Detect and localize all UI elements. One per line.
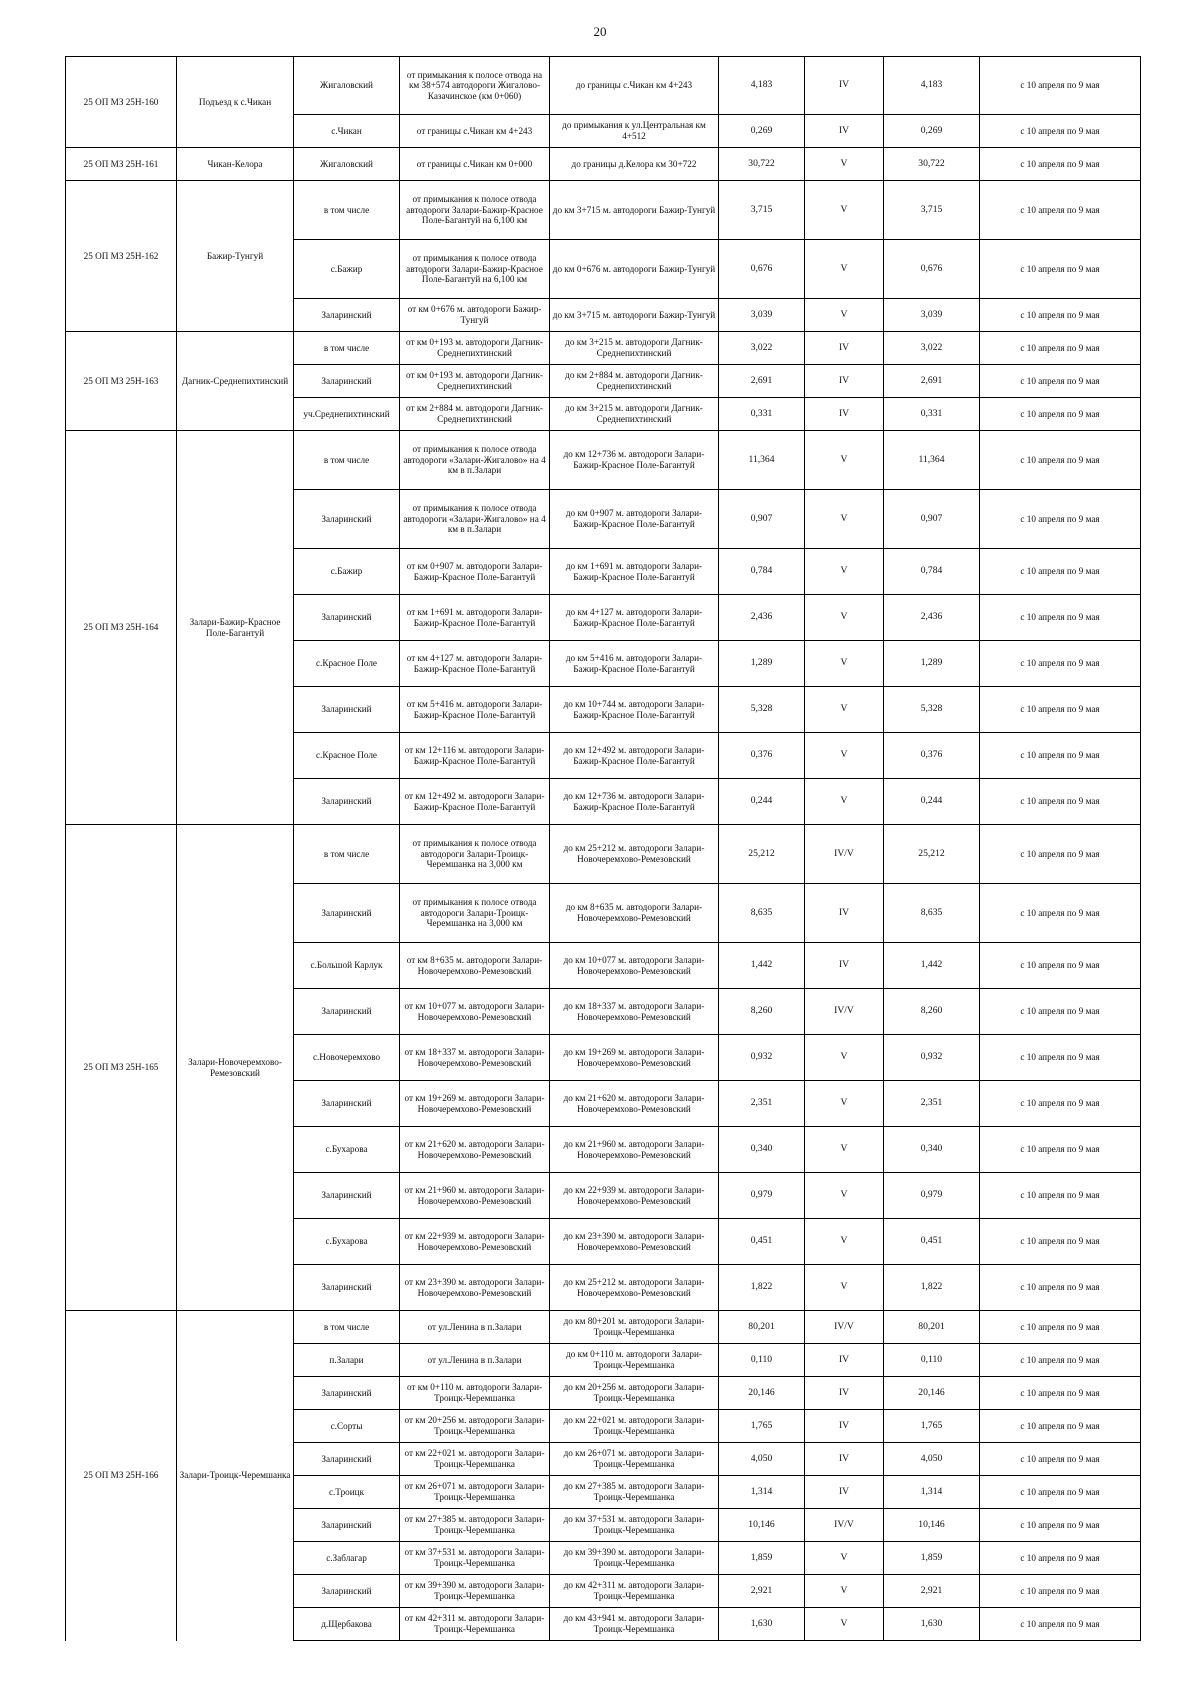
cell-category: IV (805, 1443, 884, 1476)
cell-period: с 10 апреля по 9 мая (980, 779, 1141, 825)
cell-length-total: 0,979 (884, 1173, 980, 1219)
cell-from: от км 42+311 м. автодороги Залари-Троицк-Черемшанка (400, 1608, 550, 1641)
cell-period: с 10 апреля по 9 мая (980, 1443, 1141, 1476)
cell-to: до км 3+715 м. автодороги Бажир-Тунгуй (550, 181, 719, 240)
cell-from: от км 10+077 м. автодороги Залари-Новочеремхово-Ремезовский (400, 989, 550, 1035)
cell-length: 0,331 (719, 398, 805, 431)
cell-district: Заларинский (294, 595, 400, 641)
cell-period: с 10 апреля по 9 мая (980, 240, 1141, 299)
cell-from: от км 0+193 м. автодороги Дагник-Среднепихтинский (400, 365, 550, 398)
cell-length-total: 0,932 (884, 1035, 980, 1081)
cell-to: до примыкания к ул.Центральная км 4+512 (550, 115, 719, 148)
cell-length: 0,932 (719, 1035, 805, 1081)
cell-period: с 10 апреля по 9 мая (980, 595, 1141, 641)
cell-district: с.Красное Поле (294, 733, 400, 779)
cell-length: 0,451 (719, 1219, 805, 1265)
cell-length: 1,289 (719, 641, 805, 687)
cell-from: от ул.Ленина в п.Залари (400, 1344, 550, 1377)
cell-length-total: 5,328 (884, 687, 980, 733)
cell-length: 3,715 (719, 181, 805, 240)
cell-district: Заларинский (294, 1575, 400, 1608)
cell-category: V (805, 779, 884, 825)
cell-to: до границы д.Келора км 30+722 (550, 148, 719, 181)
cell-length-total: 3,715 (884, 181, 980, 240)
cell-from: от км 27+385 м. автодороги Залари-Троицк-Черемшанка (400, 1509, 550, 1542)
cell-category: V (805, 431, 884, 490)
cell-period: с 10 апреля по 9 мая (980, 148, 1141, 181)
cell-to: до км 0+110 м. автодороги Залари-Троицк-Черемшанка (550, 1344, 719, 1377)
cell-period: с 10 апреля по 9 мая (980, 687, 1141, 733)
cell-district: Заларинский (294, 989, 400, 1035)
cell-category: V (805, 1575, 884, 1608)
cell-length-total: 2,921 (884, 1575, 980, 1608)
cell-length-total: 4,183 (884, 57, 980, 115)
cell-district: с.Сорты (294, 1410, 400, 1443)
cell-period: с 10 апреля по 9 мая (980, 943, 1141, 989)
cell-from: от км 0+110 м. автодороги Залари-Троицк-Черемшанка (400, 1377, 550, 1410)
cell-length: 0,340 (719, 1127, 805, 1173)
cell-length-total: 1,859 (884, 1542, 980, 1575)
cell-length: 0,979 (719, 1173, 805, 1219)
cell-period: с 10 апреля по 9 мая (980, 57, 1141, 115)
cell-length: 4,183 (719, 57, 805, 115)
road-id: 25 ОП МЗ 25Н-164 (66, 431, 177, 825)
cell-district: с.Троицк (294, 1476, 400, 1509)
table-row (66, 181, 1141, 240)
cell-length-total: 1,765 (884, 1410, 980, 1443)
cell-category: IV/V (805, 1311, 884, 1344)
cell-district: Заларинский (294, 365, 400, 398)
cell-district: п.Залари (294, 1344, 400, 1377)
cell-length-total: 2,351 (884, 1081, 980, 1127)
cell-length-total: 0,907 (884, 490, 980, 549)
cell-length: 0,907 (719, 490, 805, 549)
cell-to: до км 42+311 м. автодороги Залари-Троицк-Черемшанка (550, 1575, 719, 1608)
cell-district: Заларинский (294, 1265, 400, 1311)
cell-category: V (805, 1127, 884, 1173)
cell-period: с 10 апреля по 9 мая (980, 1173, 1141, 1219)
cell-district: Заларинский (294, 1509, 400, 1542)
cell-length-total: 0,110 (884, 1344, 980, 1377)
cell-length: 0,676 (719, 240, 805, 299)
cell-length-total: 1,289 (884, 641, 980, 687)
cell-district: с.Красное Поле (294, 641, 400, 687)
cell-district: в том числе (294, 181, 400, 240)
cell-from: от км 2+884 м. автодороги Дагник-Среднепихтинский (400, 398, 550, 431)
cell-district: с.Бажир (294, 240, 400, 299)
cell-period: с 10 апреля по 9 мая (980, 1476, 1141, 1509)
cell-to: до км 12+736 м. автодороги Залари-Бажир-Красное Поле-Багантуй (550, 779, 719, 825)
cell-length: 1,859 (719, 1542, 805, 1575)
cell-from: от км 5+416 м. автодороги Залари-Бажир-Красное Поле-Багантуй (400, 687, 550, 733)
cell-category: V (805, 549, 884, 595)
cell-category: V (805, 148, 884, 181)
table-row (66, 148, 1141, 181)
cell-category: IV (805, 1344, 884, 1377)
cell-category: V (805, 1608, 884, 1641)
cell-period: с 10 апреля по 9 мая (980, 431, 1141, 490)
cell-from: от км 12+116 м. автодороги Залари-Бажир-Красное Поле-Багантуй (400, 733, 550, 779)
cell-district: с.Заблагар (294, 1542, 400, 1575)
cell-to: до км 3+215 м. автодороги Дагник-Среднепихтинский (550, 332, 719, 365)
cell-to: до км 3+715 м. автодороги Бажир-Тунгуй (550, 299, 719, 332)
cell-category: V (805, 1173, 884, 1219)
cell-length: 11,364 (719, 431, 805, 490)
cell-period: с 10 апреля по 9 мая (980, 825, 1141, 884)
cell-period: с 10 апреля по 9 мая (980, 1035, 1141, 1081)
cell-period: с 10 апреля по 9 мая (980, 884, 1141, 943)
cell-district: д.Щербакова (294, 1608, 400, 1641)
cell-district: с.Чикан (294, 115, 400, 148)
cell-length: 4,050 (719, 1443, 805, 1476)
cell-period: с 10 апреля по 9 мая (980, 490, 1141, 549)
cell-length: 0,784 (719, 549, 805, 595)
cell-length-total: 0,331 (884, 398, 980, 431)
cell-district: Жигаловский (294, 57, 400, 115)
cell-category: IV/V (805, 1509, 884, 1542)
cell-to: до км 22+021 м. автодороги Залари-Троицк-Черемшанка (550, 1410, 719, 1443)
cell-category: V (805, 641, 884, 687)
cell-to: до км 26+071 м. автодороги Залари-Троицк-Черемшанка (550, 1443, 719, 1476)
cell-period: с 10 апреля по 9 мая (980, 733, 1141, 779)
cell-to: до км 1+691 м. автодороги Залари-Бажир-Красное Поле-Багантуй (550, 549, 719, 595)
cell-period: с 10 апреля по 9 мая (980, 1542, 1141, 1575)
cell-to: до км 27+385 м. автодороги Залари-Троицк-Черемшанка (550, 1476, 719, 1509)
cell-to: до км 12+736 м. автодороги Залари-Бажир-Красное Поле-Багантуй (550, 431, 719, 490)
cell-length: 1,630 (719, 1608, 805, 1641)
cell-from: от примыкания к полосе отвода автодороги Залари-Троицк-Черемшанка на 3,000 км (400, 825, 550, 884)
road-name: Залари-Троицк-Черемшанка (177, 1311, 294, 1641)
road-name: Залари-Бажир-Красное Поле-Багантуй (177, 431, 294, 825)
cell-to: до км 23+390 м. автодороги Залари-Новочеремхово-Ремезовский (550, 1219, 719, 1265)
cell-period: с 10 апреля по 9 мая (980, 1219, 1141, 1265)
cell-to: до км 39+390 м. автодороги Залари-Троицк-Черемшанка (550, 1542, 719, 1575)
table-row (66, 332, 1141, 365)
cell-from: от примыкания к полосе отвода автодороги Залари-Бажир-Красное Поле-Багантуй на 6,100 км (400, 240, 550, 299)
cell-length-total: 2,691 (884, 365, 980, 398)
cell-length-total: 25,212 (884, 825, 980, 884)
cell-from: от км 0+193 м. автодороги Дагник-Среднепихтинский (400, 332, 550, 365)
cell-period: с 10 апреля по 9 мая (980, 115, 1141, 148)
cell-to: до км 18+337 м. автодороги Залари-Новочеремхово-Ремезовский (550, 989, 719, 1035)
cell-length-total: 0,269 (884, 115, 980, 148)
table-row (66, 57, 1141, 115)
cell-length: 80,201 (719, 1311, 805, 1344)
cell-length: 5,328 (719, 687, 805, 733)
cell-from: от км 39+390 м. автодороги Залари-Троицк-Черемшанка (400, 1575, 550, 1608)
road-id: 25 ОП МЗ 25Н-162 (66, 181, 177, 332)
cell-period: с 10 апреля по 9 мая (980, 1608, 1141, 1641)
cell-period: с 10 апреля по 9 мая (980, 365, 1141, 398)
cell-length: 8,635 (719, 884, 805, 943)
cell-to: до км 19+269 м. автодороги Залари-Новочеремхово-Ремезовский (550, 1035, 719, 1081)
cell-length: 1,314 (719, 1476, 805, 1509)
cell-length: 20,146 (719, 1377, 805, 1410)
road-name: Подъезд к с.Чикан (177, 57, 294, 148)
cell-from: от км 26+071 м. автодороги Залари-Троицк-Черемшанка (400, 1476, 550, 1509)
cell-district: уч.Среднепихтинский (294, 398, 400, 431)
cell-to: до км 43+941 м. автодороги Залари-Троицк-Черемшанка (550, 1608, 719, 1641)
cell-length: 10,146 (719, 1509, 805, 1542)
cell-to: до км 21+620 м. автодороги Залари-Новочеремхово-Ремезовский (550, 1081, 719, 1127)
cell-length: 1,442 (719, 943, 805, 989)
cell-period: с 10 апреля по 9 мая (980, 1265, 1141, 1311)
cell-district: с.Бухарова (294, 1127, 400, 1173)
cell-district: в том числе (294, 431, 400, 490)
cell-category: IV (805, 1476, 884, 1509)
cell-category: IV (805, 943, 884, 989)
cell-period: с 10 апреля по 9 мая (980, 181, 1141, 240)
cell-district: с.Новочеремхово (294, 1035, 400, 1081)
cell-length-total: 80,201 (884, 1311, 980, 1344)
cell-length-total: 10,146 (884, 1509, 980, 1542)
cell-to: до км 4+127 м. автодороги Залари-Бажир-Красное Поле-Багантуй (550, 595, 719, 641)
cell-category: IV (805, 1410, 884, 1443)
cell-district: в том числе (294, 1311, 400, 1344)
cell-from: от км 21+620 м. автодороги Залари-Новочеремхово-Ремезовский (400, 1127, 550, 1173)
cell-length-total: 0,784 (884, 549, 980, 595)
cell-length-total: 0,340 (884, 1127, 980, 1173)
cell-from: от границы с.Чикан км 0+000 (400, 148, 550, 181)
cell-district: Заларинский (294, 1173, 400, 1219)
cell-category: V (805, 1542, 884, 1575)
cell-category: IV (805, 398, 884, 431)
cell-from: от км 12+492 м. автодороги Залари-Бажир-Красное Поле-Багантуй (400, 779, 550, 825)
road-name: Чикан-Келора (177, 148, 294, 181)
cell-category: IV (805, 1377, 884, 1410)
cell-length: 25,212 (719, 825, 805, 884)
page-number: 20 (593, 24, 607, 39)
cell-period: с 10 апреля по 9 мая (980, 1344, 1141, 1377)
cell-length-total: 3,022 (884, 332, 980, 365)
cell-length: 0,376 (719, 733, 805, 779)
cell-length: 2,921 (719, 1575, 805, 1608)
cell-district: Заларинский (294, 1081, 400, 1127)
cell-district: Заларинский (294, 1443, 400, 1476)
cell-district: в том числе (294, 825, 400, 884)
cell-from: от примыкания к полосе отвода автодороги «Залари-Жигалово» на 4 км в п.Залари (400, 431, 550, 490)
cell-from: от границы с.Чикан км 4+243 (400, 115, 550, 148)
cell-to: до км 10+744 м. автодороги Залари-Бажир-Красное Поле-Багантуй (550, 687, 719, 733)
table-row (66, 825, 1141, 884)
cell-period: с 10 апреля по 9 мая (980, 332, 1141, 365)
cell-from: от км 37+531 м. автодороги Залари-Троицк-Черемшанка (400, 1542, 550, 1575)
cell-length: 2,691 (719, 365, 805, 398)
cell-from: от примыкания к полосе отвода автодороги Залари-Бажир-Красное Поле-Багантуй на 6,100 км (400, 181, 550, 240)
cell-to: до км 20+256 м. автодороги Залари-Троицк-Черемшанка (550, 1377, 719, 1410)
cell-period: с 10 апреля по 9 мая (980, 398, 1141, 431)
road-id: 25 ОП МЗ 25Н-161 (66, 148, 177, 181)
cell-from: от примыкания к полосе отвода автодороги «Залари-Жигалово» на 4 км в п.Залари (400, 490, 550, 549)
cell-length-total: 8,635 (884, 884, 980, 943)
cell-period: с 10 апреля по 9 мая (980, 1127, 1141, 1173)
cell-from: от ул.Ленина в п.Залари (400, 1311, 550, 1344)
cell-from: от км 0+907 м. автодороги Залари-Бажир-Красное Поле-Багантуй (400, 549, 550, 595)
cell-district: с.Большой Карлук (294, 943, 400, 989)
road-table (65, 56, 1141, 1641)
cell-district: Жигаловский (294, 148, 400, 181)
cell-length: 0,110 (719, 1344, 805, 1377)
cell-from: от км 1+691 м. автодороги Залари-Бажир-Красное Поле-Багантуй (400, 595, 550, 641)
cell-length: 1,765 (719, 1410, 805, 1443)
cell-length-total: 20,146 (884, 1377, 980, 1410)
cell-length-total: 0,451 (884, 1219, 980, 1265)
cell-length-total: 1,822 (884, 1265, 980, 1311)
road-id: 25 ОП МЗ 25Н-160 (66, 57, 177, 148)
cell-district: Заларинский (294, 884, 400, 943)
cell-length-total: 8,260 (884, 989, 980, 1035)
cell-period: с 10 апреля по 9 мая (980, 1311, 1141, 1344)
cell-district: с.Бухарова (294, 1219, 400, 1265)
cell-length: 8,260 (719, 989, 805, 1035)
cell-category: IV (805, 332, 884, 365)
cell-length-total: 11,364 (884, 431, 980, 490)
cell-length-total: 1,442 (884, 943, 980, 989)
cell-from: от км 0+676 м. автодороги Бажир-Тунгуй (400, 299, 550, 332)
cell-district: Заларинский (294, 779, 400, 825)
cell-to: до км 25+212 м. автодороги Залари-Новочеремхово-Ремезовский (550, 825, 719, 884)
cell-to: до км 25+212 м. автодороги Залари-Новочеремхово-Ремезовский (550, 1265, 719, 1311)
cell-district: Заларинский (294, 299, 400, 332)
cell-category: IV (805, 57, 884, 115)
cell-to: до км 37+531 м. автодороги Залари-Троицк-Черемшанка (550, 1509, 719, 1542)
cell-category: V (805, 299, 884, 332)
cell-length-total: 3,039 (884, 299, 980, 332)
cell-district: Заларинский (294, 1377, 400, 1410)
cell-length: 2,436 (719, 595, 805, 641)
road-id: 25 ОП МЗ 25Н-163 (66, 332, 177, 431)
cell-category: V (805, 595, 884, 641)
cell-length-total: 4,050 (884, 1443, 980, 1476)
cell-to: до км 12+492 м. автодороги Залари-Бажир-Красное Поле-Багантуй (550, 733, 719, 779)
road-name: Дагник-Среднепихтинский (177, 332, 294, 431)
cell-to: до км 8+635 м. автодороги Залари-Новочеремхово-Ремезовский (550, 884, 719, 943)
cell-length-total: 2,436 (884, 595, 980, 641)
cell-to: до км 22+939 м. автодороги Залари-Новочеремхово-Ремезовский (550, 1173, 719, 1219)
cell-category: IV/V (805, 989, 884, 1035)
cell-length: 2,351 (719, 1081, 805, 1127)
cell-category: V (805, 240, 884, 299)
cell-category: V (805, 181, 884, 240)
cell-period: с 10 апреля по 9 мая (980, 1377, 1141, 1410)
cell-from: от км 21+960 м. автодороги Залари-Новочеремхово-Ремезовский (400, 1173, 550, 1219)
road-name: Бажир-Тунгуй (177, 181, 294, 332)
cell-to: до км 3+215 м. автодороги Дагник-Среднепихтинский (550, 398, 719, 431)
cell-length: 0,269 (719, 115, 805, 148)
cell-from: от км 8+635 м. автодороги Залари-Новочеремхово-Ремезовский (400, 943, 550, 989)
cell-from: от км 20+256 м. автодороги Залари-Троицк-Черемшанка (400, 1410, 550, 1443)
cell-to: до км 10+077 м. автодороги Залари-Новочеремхово-Ремезовский (550, 943, 719, 989)
cell-to: до км 5+416 м. автодороги Залари-Бажир-Красное Поле-Багантуй (550, 641, 719, 687)
road-id: 25 ОП МЗ 25Н-166 (66, 1311, 177, 1641)
cell-length-total: 1,630 (884, 1608, 980, 1641)
cell-to: до границы с.Чикан км 4+243 (550, 57, 719, 115)
cell-category: IV/V (805, 825, 884, 884)
cell-to: до км 80+201 м. автодороги Залари-Троицк-Черемшанка (550, 1311, 719, 1344)
cell-length: 3,022 (719, 332, 805, 365)
cell-category: V (805, 1265, 884, 1311)
cell-period: с 10 апреля по 9 мая (980, 1575, 1141, 1608)
cell-length-total: 0,376 (884, 733, 980, 779)
cell-from: от км 22+939 м. автодороги Залари-Новочеремхово-Ремезовский (400, 1219, 550, 1265)
cell-period: с 10 апреля по 9 мая (980, 1509, 1141, 1542)
cell-from: от км 22+021 м. автодороги Залари-Троицк-Черемшанка (400, 1443, 550, 1476)
cell-length: 0,244 (719, 779, 805, 825)
cell-category: IV (805, 365, 884, 398)
road-name: Залари-Новочеремхово-Ремезовский (177, 825, 294, 1311)
cell-district: Заларинский (294, 490, 400, 549)
table-row (66, 431, 1141, 490)
cell-period: с 10 апреля по 9 мая (980, 299, 1141, 332)
cell-category: V (805, 1081, 884, 1127)
road-id: 25 ОП МЗ 25Н-165 (66, 825, 177, 1311)
cell-category: V (805, 490, 884, 549)
cell-category: IV (805, 115, 884, 148)
cell-category: V (805, 687, 884, 733)
cell-from: от км 4+127 м. автодороги Залари-Бажир-Красное Поле-Багантуй (400, 641, 550, 687)
cell-length: 1,822 (719, 1265, 805, 1311)
cell-district: Заларинский (294, 687, 400, 733)
cell-category: V (805, 1219, 884, 1265)
cell-from: от км 23+390 м. автодороги Залари-Новочеремхово-Ремезовский (400, 1265, 550, 1311)
cell-length-total: 1,314 (884, 1476, 980, 1509)
cell-from: от км 18+337 м. автодороги Залари-Новочеремхово-Ремезовский (400, 1035, 550, 1081)
cell-length: 3,039 (719, 299, 805, 332)
cell-period: с 10 апреля по 9 мая (980, 1410, 1141, 1443)
cell-district: с.Бажир (294, 549, 400, 595)
cell-to: до км 2+884 м. автодороги Дагник-Среднепихтинский (550, 365, 719, 398)
cell-category: IV (805, 884, 884, 943)
cell-length: 30,722 (719, 148, 805, 181)
table-row (66, 1311, 1141, 1344)
cell-from: от примыкания к полосе отвода на км 38+574 автодороги Жигалово-Казачинское (км 0+060) (400, 57, 550, 115)
cell-from: от км 19+269 м. автодороги Залари-Новочеремхово-Ремезовский (400, 1081, 550, 1127)
cell-period: с 10 апреля по 9 мая (980, 641, 1141, 687)
cell-to: до км 0+907 м. автодороги Залари-Бажир-Красное Поле-Багантуй (550, 490, 719, 549)
cell-to: до км 21+960 м. автодороги Залари-Новочеремхово-Ремезовский (550, 1127, 719, 1173)
cell-length-total: 0,676 (884, 240, 980, 299)
cell-category: V (805, 733, 884, 779)
cell-period: с 10 апреля по 9 мая (980, 1081, 1141, 1127)
cell-length-total: 30,722 (884, 148, 980, 181)
cell-length-total: 0,244 (884, 779, 980, 825)
cell-from: от примыкания к полосе отвода автодороги Залари-Троицк-Черемшанка на 3,000 км (400, 884, 550, 943)
cell-district: в том числе (294, 332, 400, 365)
cell-period: с 10 апреля по 9 мая (980, 989, 1141, 1035)
cell-to: до км 0+676 м. автодороги Бажир-Тунгуй (550, 240, 719, 299)
cell-period: с 10 апреля по 9 мая (980, 549, 1141, 595)
cell-category: V (805, 1035, 884, 1081)
